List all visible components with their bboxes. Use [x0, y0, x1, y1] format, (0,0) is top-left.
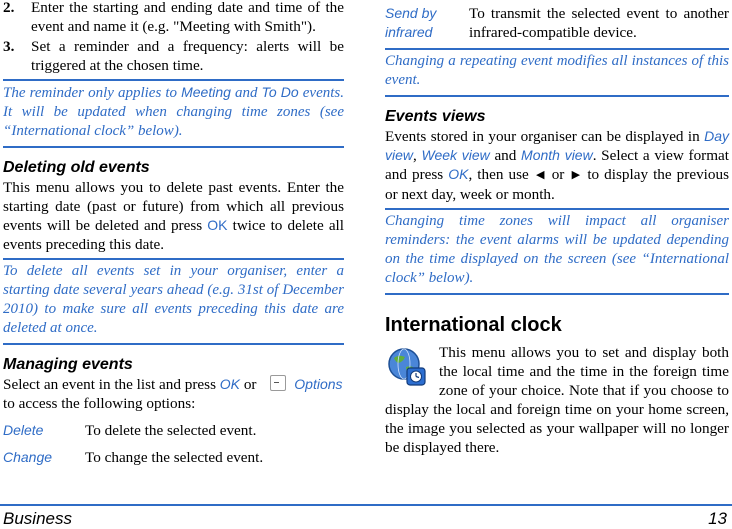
- note-text: events. It will be updated when changing time zones (see “International clock” below).: [3, 85, 344, 139]
- clock-heading: International clock: [385, 314, 562, 336]
- option-desc: To delete the selected event.: [85, 422, 257, 439]
- option-desc: To transmit the selected event to another infrared-compatible device.: [469, 5, 729, 41]
- step-number: 2.: [3, 0, 15, 16]
- delete-all-note: To delete all events set in your organiser, enter a starting date several years ahead (e.g. 31st of December 2010) to make sure all events preceding this date are deleted at once.: [3, 258, 344, 345]
- option-row-change: [3, 448, 344, 467]
- ok-key: OK: [207, 217, 228, 233]
- text: ,: [413, 147, 422, 164]
- option-desc: To change the selected event.: [85, 449, 264, 466]
- deleting-paragraph: [3, 178, 344, 254]
- month-view-term: Month view: [521, 147, 593, 163]
- text: Select an event in the list and press: [3, 376, 220, 393]
- note-text: The reminder only applies to: [3, 85, 182, 101]
- ok-key: OK: [219, 376, 241, 392]
- week-view-term: Week view: [421, 147, 490, 163]
- repeating-note: Changing a repeating event modifies all instances of this event.: [385, 48, 729, 97]
- clock-section: [385, 343, 729, 457]
- footer-divider: [0, 504, 732, 506]
- left-column: [3, 0, 344, 467]
- text: to access the following options:: [3, 395, 196, 412]
- deleting-heading: Deleting old events: [3, 159, 150, 176]
- meeting-term: Meeting: [181, 84, 231, 100]
- footer-section-name: Business: [3, 509, 72, 528]
- text: or: [240, 376, 261, 393]
- option-key: Delete: [3, 422, 44, 438]
- option-row-send: [385, 4, 729, 42]
- text: , then use: [468, 166, 529, 183]
- text: . Select a view format and press: [385, 147, 729, 183]
- globe-clock-icon: [387, 347, 427, 387]
- left-arrow-icon: ◀: [534, 169, 546, 181]
- option-row-delete: [3, 421, 344, 440]
- clock-paragraph: This menu allows you to set and display both the local time and the time in the foreign time zone of your choice. Note that if you choose to display the local and foreign time on your home screen, the image you selected as your wallpaper will no longer be displayed there.: [385, 344, 729, 456]
- ok-key: OK: [448, 166, 469, 182]
- todo-term: To Do: [261, 84, 299, 100]
- views-paragraph: [385, 127, 729, 204]
- text: or: [551, 166, 565, 183]
- step-text: Set a reminder and a frequency: alerts will be triggered at the chosen time.: [31, 38, 344, 74]
- option-key: Change: [3, 449, 53, 465]
- text: to display the previous or next day, week or month.: [385, 166, 729, 203]
- step-3: [3, 37, 344, 75]
- views-heading: Events views: [385, 108, 486, 125]
- day-view-term: Day view: [385, 128, 729, 163]
- text: and: [489, 147, 522, 164]
- reminder-note: [3, 79, 344, 148]
- managing-heading: Managing events: [3, 356, 133, 373]
- note-text: and: [230, 85, 262, 101]
- text: This menu allows you to delete past events. Enter the starting date (past or future) from which all previous events will be deleted and press: [3, 179, 344, 234]
- right-column: [385, 0, 729, 457]
- options-key: Options: [294, 376, 343, 392]
- step-text: Enter the starting and ending date and time of the event and name it (e.g. "Meeting with Smith").: [31, 0, 344, 35]
- page-number: 13: [708, 509, 727, 528]
- step-number: 3.: [3, 38, 15, 55]
- option-key: Send by infrared: [385, 5, 437, 40]
- text: Events stored in your organiser can be displayed in: [385, 128, 705, 145]
- right-arrow-icon: ▶: [570, 169, 582, 181]
- step-2: [3, 0, 344, 36]
- text: twice to delete all events preceding this date.: [3, 217, 344, 253]
- softkey-icon: [270, 375, 286, 391]
- managing-paragraph: [3, 375, 344, 413]
- time-zones-note: Changing time zones will impact all organiser reminders: the event alarms will be updated depending on the time displayed on the screen (see “International clock” below).: [385, 208, 729, 295]
